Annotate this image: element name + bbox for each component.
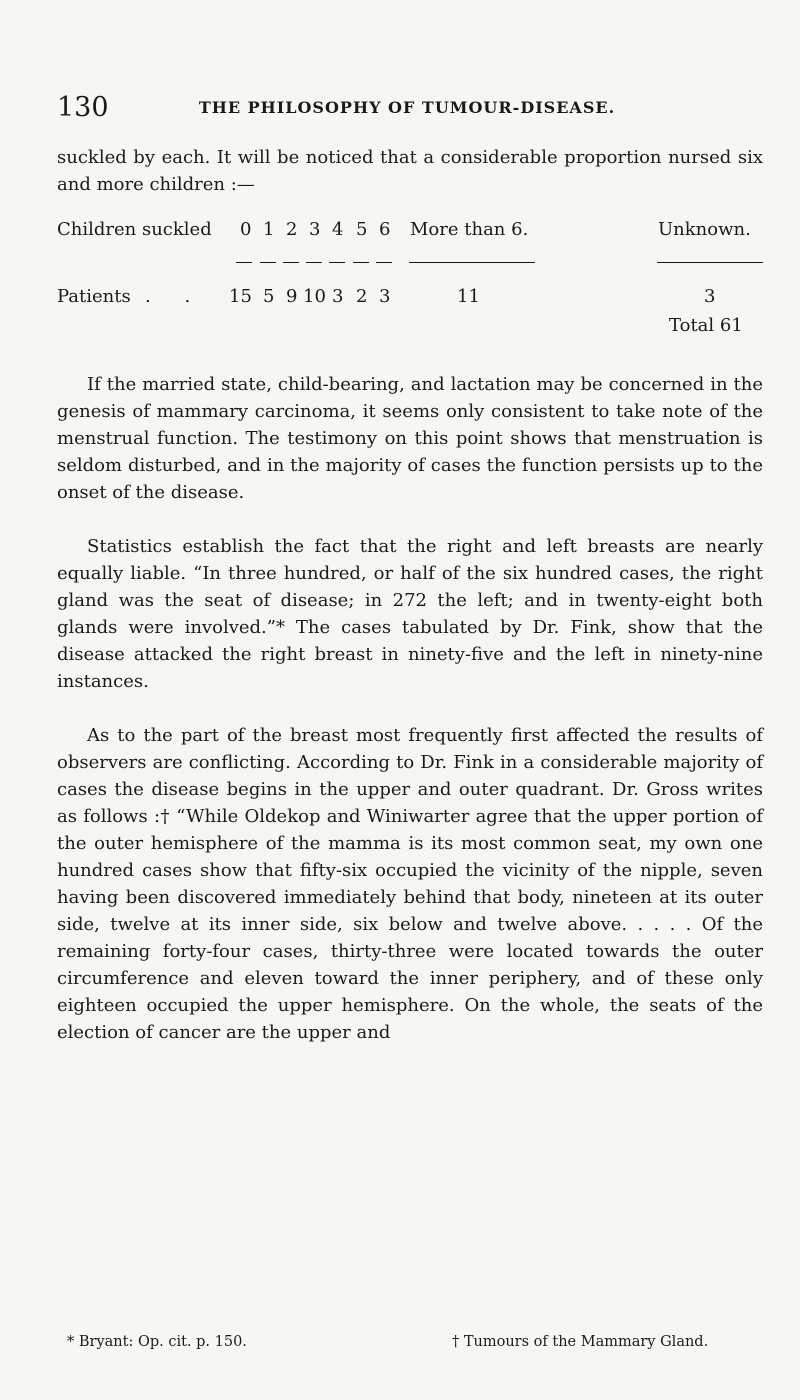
table-header-cell: More than 6. [410, 219, 529, 240]
table-rule [306, 262, 322, 263]
table-value-cell: 3 [379, 286, 391, 307]
table-rule [376, 262, 392, 263]
table-rules [57, 262, 763, 266]
paragraph-part-of-breast: As to the part of the breast most frequently first affected the results of observers are conflicting. According to Dr. Fink in a considerable majority of cases the disease begins in the upper and outer quadrant. Dr. Gross writes as follows :† “While Oldekop and Winiwarter agree that the upper portion of the outer hemisphere of the mamma is its most common seat, my own one hundred cases show that fifty-six occupied the vicinity of the nipple, seven having been discovered immediately behind that body, nineteen at its outer side, twelve at its inner side, six below and twelve above. . . . . Of the remaining forty-four cases, thirty-three were located towards the outer circumference and eleven toward the inner periphery, and of these only eighteen occupied the upper hemisphere. On the whole, the seats of the election of cancer are the upper and [57, 725, 763, 1043]
table-header-cell: 1 [263, 219, 275, 240]
footnote-dagger: † Tumours of the Mammary Gland. [452, 1334, 709, 1350]
table-data-row [57, 286, 763, 316]
page-number: 130 [57, 92, 109, 123]
table-header-cell: 4 [332, 219, 344, 240]
table-rule [657, 262, 763, 263]
table-value-cell: 2 [356, 286, 368, 307]
table-rule [409, 262, 535, 263]
table-header-cell: 0 [240, 219, 252, 240]
table-row-label-children: Children suckled [57, 219, 212, 240]
paragraph-menstrual: If the married state, child-bearing, and lactation may be concerned in the genesis of mammary carcinoma, it seems only consistent to take note of the menstrual function. The testimony on this point shows that menstruation is seldom disturbed, and in the majority of cases the function persists up to the onset of the disease. [57, 374, 763, 503]
table-value-cell: 3 [332, 286, 344, 307]
table-header-cell: 6 [379, 219, 391, 240]
table-header-cell: 2 [286, 219, 298, 240]
running-head: THE PHILOSOPHY OF TUMOUR-DISEASE. [198, 98, 616, 117]
paragraph-statistics: Statistics establish the fact that the right and left breasts are nearly equally liable. “In three hundred, or half of the six hundred cases, the right gland was the seat of disease; in 272 the left; and in twenty-eight both glands were involved.”* The cases tabulated by Dr. Fink, show that the disease attacked the right breast in ninety-five and the left in ninety-nine instances. [57, 536, 763, 692]
table-value-cell: 3 [704, 286, 716, 307]
table-total: Total 61 [669, 315, 743, 336]
table-rule [236, 262, 252, 263]
table-header-cell: Unknown. [658, 219, 751, 240]
table-value-cell: 10 [303, 286, 326, 307]
page-header [57, 88, 757, 128]
table-header-cell: 5 [356, 219, 368, 240]
table-header-cell: 3 [309, 219, 321, 240]
table-total-row [57, 315, 763, 345]
footnote-star: * Bryant: Op. cit. p. 150. [67, 1334, 247, 1350]
table-rule [283, 262, 299, 263]
table-value-cell: 11 [457, 286, 480, 307]
table-rule [353, 262, 369, 263]
paragraph-intro: suckled by each. It will be noticed that a considerable proportion nursed six and more children :— [57, 147, 763, 195]
table-rule [260, 262, 276, 263]
table-value-cell: 5 [263, 286, 275, 307]
table-header-row [57, 219, 763, 249]
table-leader-dots: . . [145, 286, 205, 307]
footnotes [57, 1334, 763, 1356]
table-value-cell: 9 [286, 286, 298, 307]
table-row-label-patients: Patients [57, 286, 131, 307]
table-value-cell: 15 [229, 286, 252, 307]
table-rule [329, 262, 345, 263]
